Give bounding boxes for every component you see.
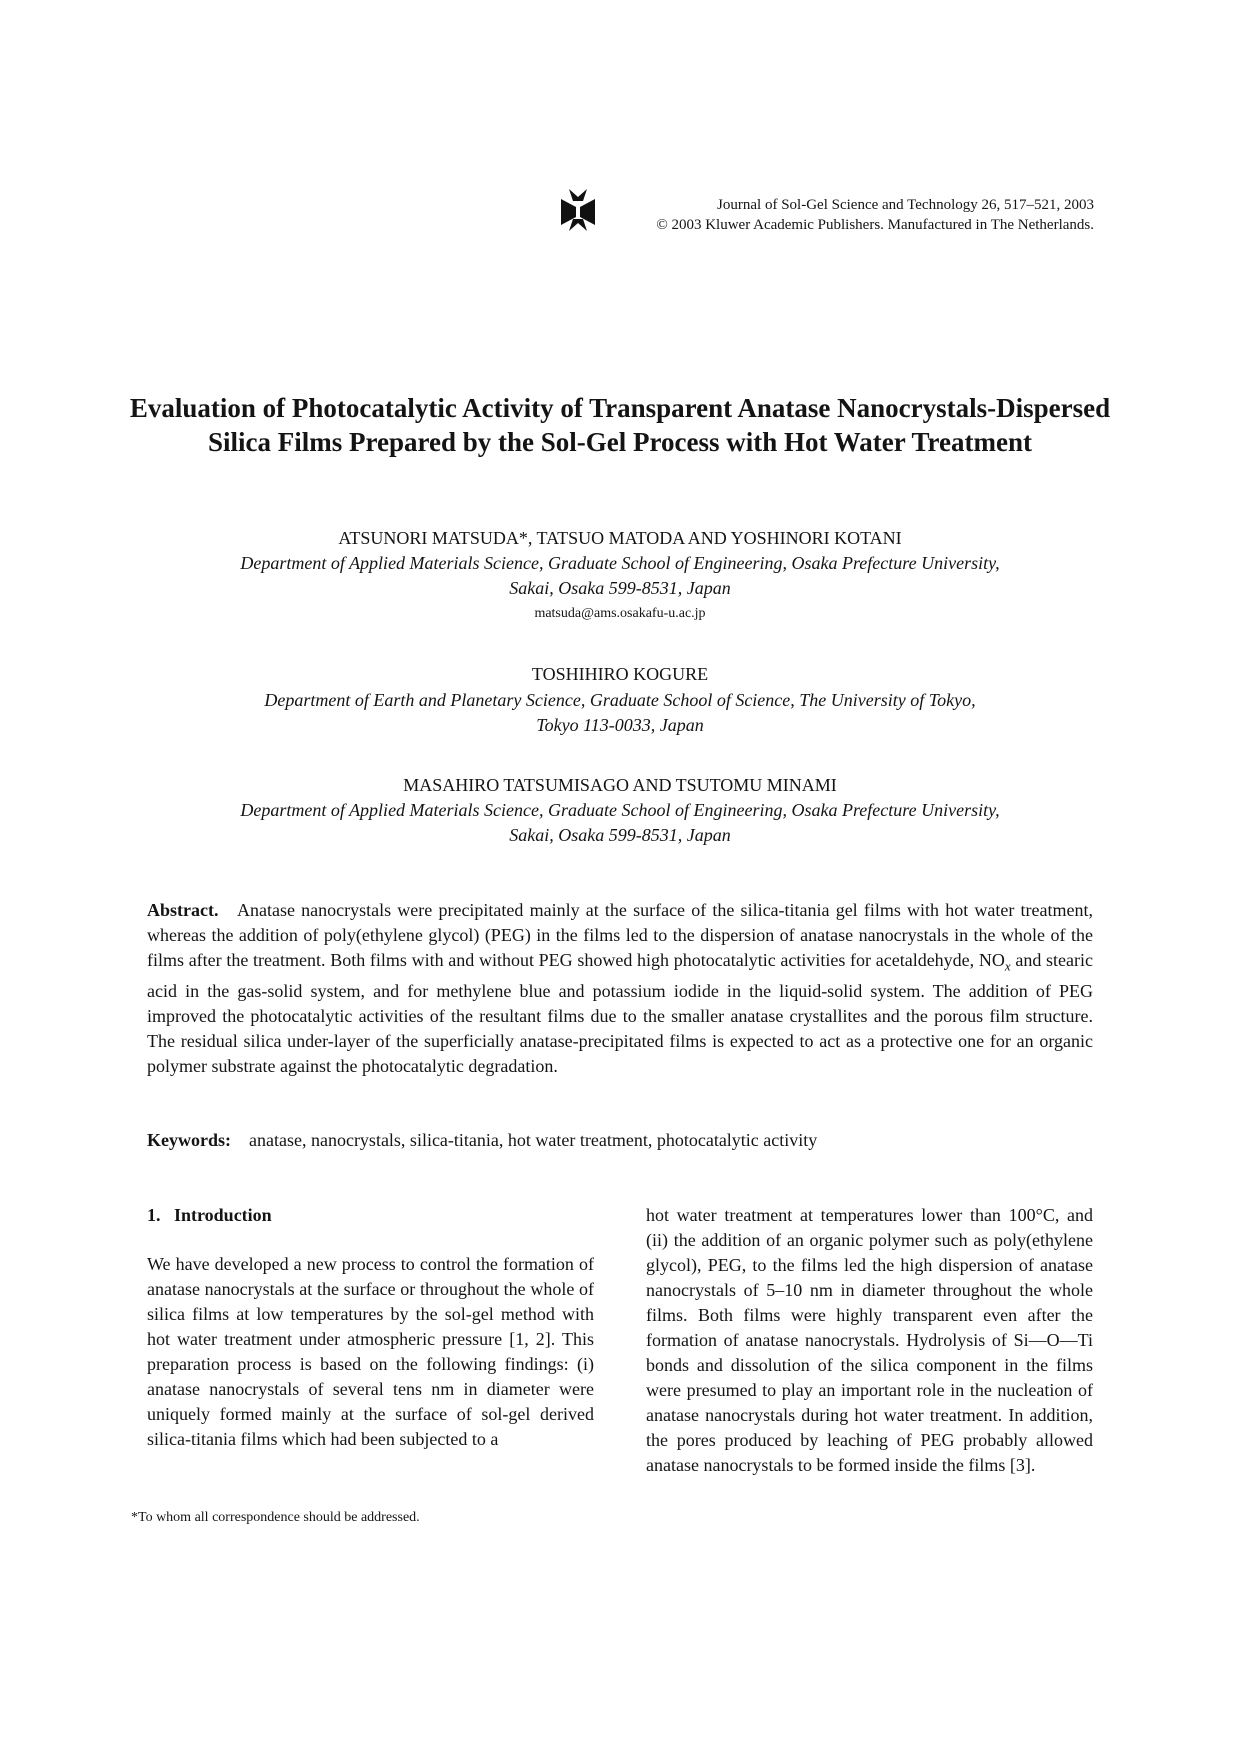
abstract-text-2: and stearic acid in the gas-solid system, and for methylene blue and potassium iodide in the liquid-solid system. The addition of PEG improved the photocatalytic activities of the resultant films due to the smaller anatase crystallites and the porous film structure. The residual silica under-layer of the superficially anatase-precipitated films is expected to act as a protective one for an organic polymer substrate against the photocatalytic degradation. bbox=[147, 949, 1093, 1077]
journal-citation: Journal of Sol-Gel Science and Technology 26, 517–521, 2003 bbox=[717, 197, 1094, 213]
paper-title: Evaluation of Photocatalytic Activity of Transparent Anatase Nanocrystals-Dispersed Silica Films Prepared by the Sol-Gel Process with Hot Water Treatment bbox=[129, 393, 1111, 457]
affiliation-2-line-2: Tokyo 113-0033, Japan bbox=[536, 714, 704, 735]
abstract-text-1: Anatase nanocrystals were precipitated mainly at the surface of the silica-titania gel films with hot water treatment, whereas the addition of poly(ethylene glycol) (PEG) in the films led to the dispersion of anatase nanocrystals in the whole of the films after the treatment. Both films with and without PEG showed high photocatalytic activities for acetaldehyde, NO bbox=[147, 900, 1094, 970]
affiliation-3-line-2: Sakai, Osaka 599-8531, Japan bbox=[509, 824, 731, 845]
abstract-label: Abstract. bbox=[147, 900, 219, 920]
affiliation-3 bbox=[120, 798, 1120, 847]
affiliation-1-line-1: Department of Applied Materials Science, Graduate School of Engineering, Osaka Prefecture University, bbox=[240, 553, 1000, 573]
footnote: *To whom all correspondence should be addressed. bbox=[131, 1510, 420, 1525]
section-title: Introduction bbox=[174, 1205, 272, 1225]
introduction-right-column: hot water treatment at temperatures lower than 100°C, and (ii) the addition of an organic polymer such as poly(ethylene glycol), PEG, to the films led the high dispersion of anatase nanocrystals of 5–10 nm in diameter throughout the whole films. Both films were highly transparent even after the formation of anatase nanocrystals. Hydrolysis of Si—O—Ti bonds and dissolution of the silica component in the films were presumed to play an important role in the nucleation of anatase nanocrystals during hot water treatment. In addition, the pores produced by leaching of PEG probably allowed anatase nanocrystals to be formed inside the films [3]. bbox=[646, 1205, 1093, 1475]
author-list-1: ATSUNORI MATSUDA*, TATSUO MATODA AND YOSHINORI KOTANI bbox=[338, 528, 902, 548]
copyright-notice: © 2003 Kluwer Academic Publishers. Manufactured in The Netherlands. bbox=[656, 216, 1094, 233]
keywords-text: anatase, nanocrystals, silica-titania, hot water treatment, photocatalytic activity bbox=[249, 1130, 818, 1150]
introduction-left-column: We have developed a new process to control the formation of anatase nanocrystals at the surface or throughout the whole of silica films at low temperatures by the sol-gel method with hot water treatment under atmospheric pressure [1, 2]. This preparation process is based on the following findings: (i) anatase nanocrystals of several tens nm in diameter were uniquely formed mainly at the surface of sol-gel derived silica-titania films which had been subjected to a bbox=[147, 1254, 594, 1449]
section-number: 1. bbox=[147, 1205, 161, 1225]
keywords-label: Keywords: bbox=[147, 1130, 231, 1150]
journal-header bbox=[600, 196, 1094, 235]
publisher-logo-icon bbox=[559, 187, 597, 233]
abstract-subscript: x bbox=[1004, 958, 1011, 974]
affiliation-2 bbox=[120, 688, 1120, 737]
keywords bbox=[147, 1128, 1093, 1152]
corresponding-email: matsuda@ams.osakafu-u.ac.jp bbox=[534, 606, 706, 621]
affiliation-1 bbox=[120, 551, 1120, 600]
affiliation-3-line-1: Department of Applied Materials Science, Graduate School of Engineering, Osaka Prefecture University, bbox=[240, 800, 1000, 820]
affiliation-2-line-1: Department of Earth and Planetary Science, Graduate School of Science, The University of Tokyo, bbox=[264, 690, 976, 710]
section-heading-introduction bbox=[147, 1203, 272, 1227]
author-list-2: TOSHIHIRO KOGURE bbox=[531, 664, 709, 684]
author-list-3: MASAHIRO TATSUMISAGO AND TSUTOMU MINAMI bbox=[403, 775, 837, 795]
abstract bbox=[147, 898, 1093, 1079]
affiliation-1-line-2: Sakai, Osaka 599-8531, Japan bbox=[509, 577, 731, 598]
